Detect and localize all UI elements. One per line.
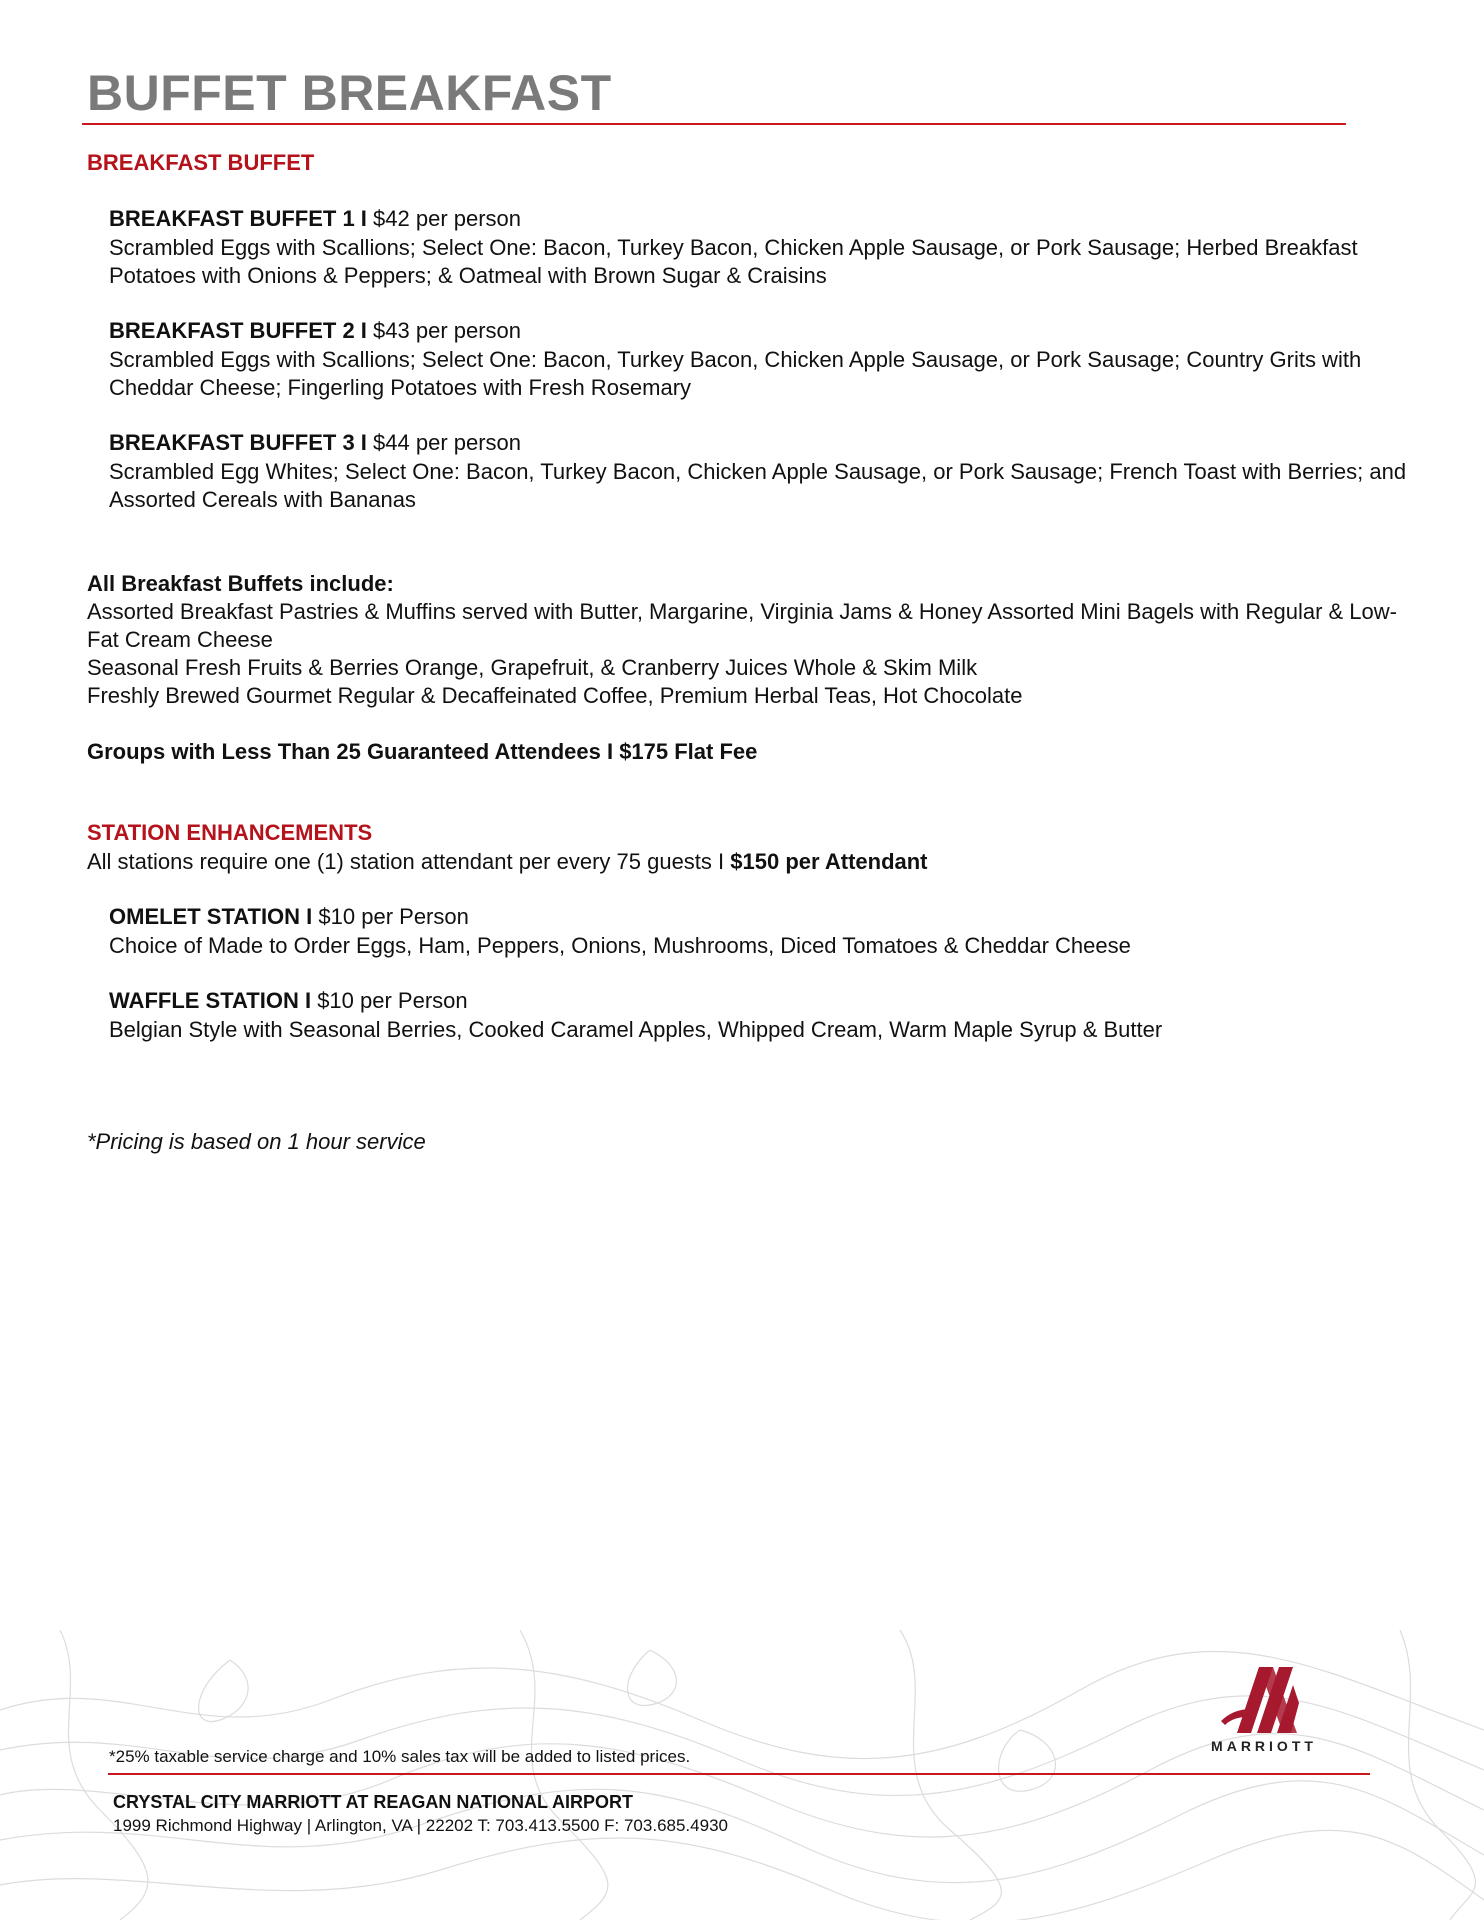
breakfast-buffet-heading: BREAKFAST BUFFET (87, 150, 315, 175)
buffet-2-price: $43 per person (373, 318, 522, 343)
buffet-3-name: BREAKFAST BUFFET 3 I (109, 430, 367, 455)
includes-line-1: Assorted Breakfast Pastries & Muffins served with Butter, Margarine, Virginia Jams & Honey Assorted Mini Bagels with Regular & Low-Fat Cream Cheese (87, 599, 1397, 652)
station-enhancements-heading: STATION ENHANCEMENTS (87, 820, 373, 845)
waffle-station-price: $10 per Person (317, 988, 468, 1013)
buffet-3-title (109, 430, 521, 456)
includes-line-2: Seasonal Fresh Fruits & Berries Orange, Grapefruit, & Cranberry Juices Whole & Skim Milk (87, 655, 978, 680)
buffet-1-name: BREAKFAST BUFFET 1 I (109, 206, 367, 231)
waffle-station-title (109, 988, 468, 1014)
marriott-logo-text: MARRIOTT (1211, 1738, 1317, 1754)
omelet-station-price: $10 per Person (318, 904, 469, 929)
pricing-note: *Pricing is based on 1 hour service (87, 1129, 426, 1154)
omelet-station-name: OMELET STATION I (109, 904, 313, 929)
buffet-1-price: $42 per person (373, 206, 522, 231)
omelet-station-title (109, 904, 469, 930)
buffet-1-title (109, 206, 521, 232)
hotel-address: 1999 Richmond Highway | Arlington, VA | 22202 T: 703.413.5500 F: 703.685.4930 (113, 1816, 728, 1835)
buffet-3-description: Scrambled Egg Whites; Select One: Bacon, Turkey Bacon, Chicken Apple Sausage, or Pork Sausage; French Toast with Berries; and Assorted Cereals with Bananas (109, 459, 1407, 512)
buffet-3-price: $44 per person (373, 430, 522, 455)
waffle-station-name: WAFFLE STATION I (109, 988, 312, 1013)
title-divider (82, 123, 1346, 125)
marriott-logo-icon (1195, 1655, 1335, 1735)
attendant-note-text: All stations require one (1) station attendant per every 75 guests I (87, 849, 725, 874)
buffet-2-name: BREAKFAST BUFFET 2 I (109, 318, 367, 343)
attendant-note (87, 848, 1417, 876)
buffet-2-title (109, 318, 521, 344)
buffet-2-description: Scrambled Eggs with Scallions; Select One: Bacon, Turkey Bacon, Chicken Apple Sausage, or Pork Sausage; Country Grits with Cheddar Cheese; Fingerling Potatoes with Fresh Rosemary (109, 347, 1362, 400)
omelet-station-description: Choice of Made to Order Eggs, Ham, Peppers, Onions, Mushrooms, Diced Tomatoes & Cheddar Cheese (109, 933, 1131, 958)
includes-line-3: Freshly Brewed Gourmet Regular & Decaffeinated Coffee, Premium Herbal Teas, Hot Chocolate (87, 683, 1023, 708)
includes-heading: All Breakfast Buffets include: (87, 571, 394, 596)
groups-fee: Groups with Less Than 25 Guaranteed Attendees I $175 Flat Fee (87, 739, 758, 764)
page-title: BUFFET BREAKFAST (87, 65, 612, 121)
attendant-fee: $150 per Attendant (730, 849, 928, 874)
hotel-name: CRYSTAL CITY MARRIOTT AT REAGAN NATIONAL AIRPORT (113, 1792, 633, 1812)
waffle-station-description: Belgian Style with Seasonal Berries, Cooked Caramel Apples, Whipped Cream, Warm Maple Syrup & Butter (109, 1017, 1163, 1042)
buffet-1-description: Scrambled Eggs with Scallions; Select One: Bacon, Turkey Bacon, Chicken Apple Sausage, or Pork Sausage; Herbed Breakfast Potatoes with Onions & Peppers; & Oatmeal with Brown Sugar & Craisins (109, 235, 1358, 288)
footer-divider (108, 1773, 1370, 1775)
service-charge-note: *25% taxable service charge and 10% sales tax will be added to listed prices. (109, 1747, 691, 1766)
